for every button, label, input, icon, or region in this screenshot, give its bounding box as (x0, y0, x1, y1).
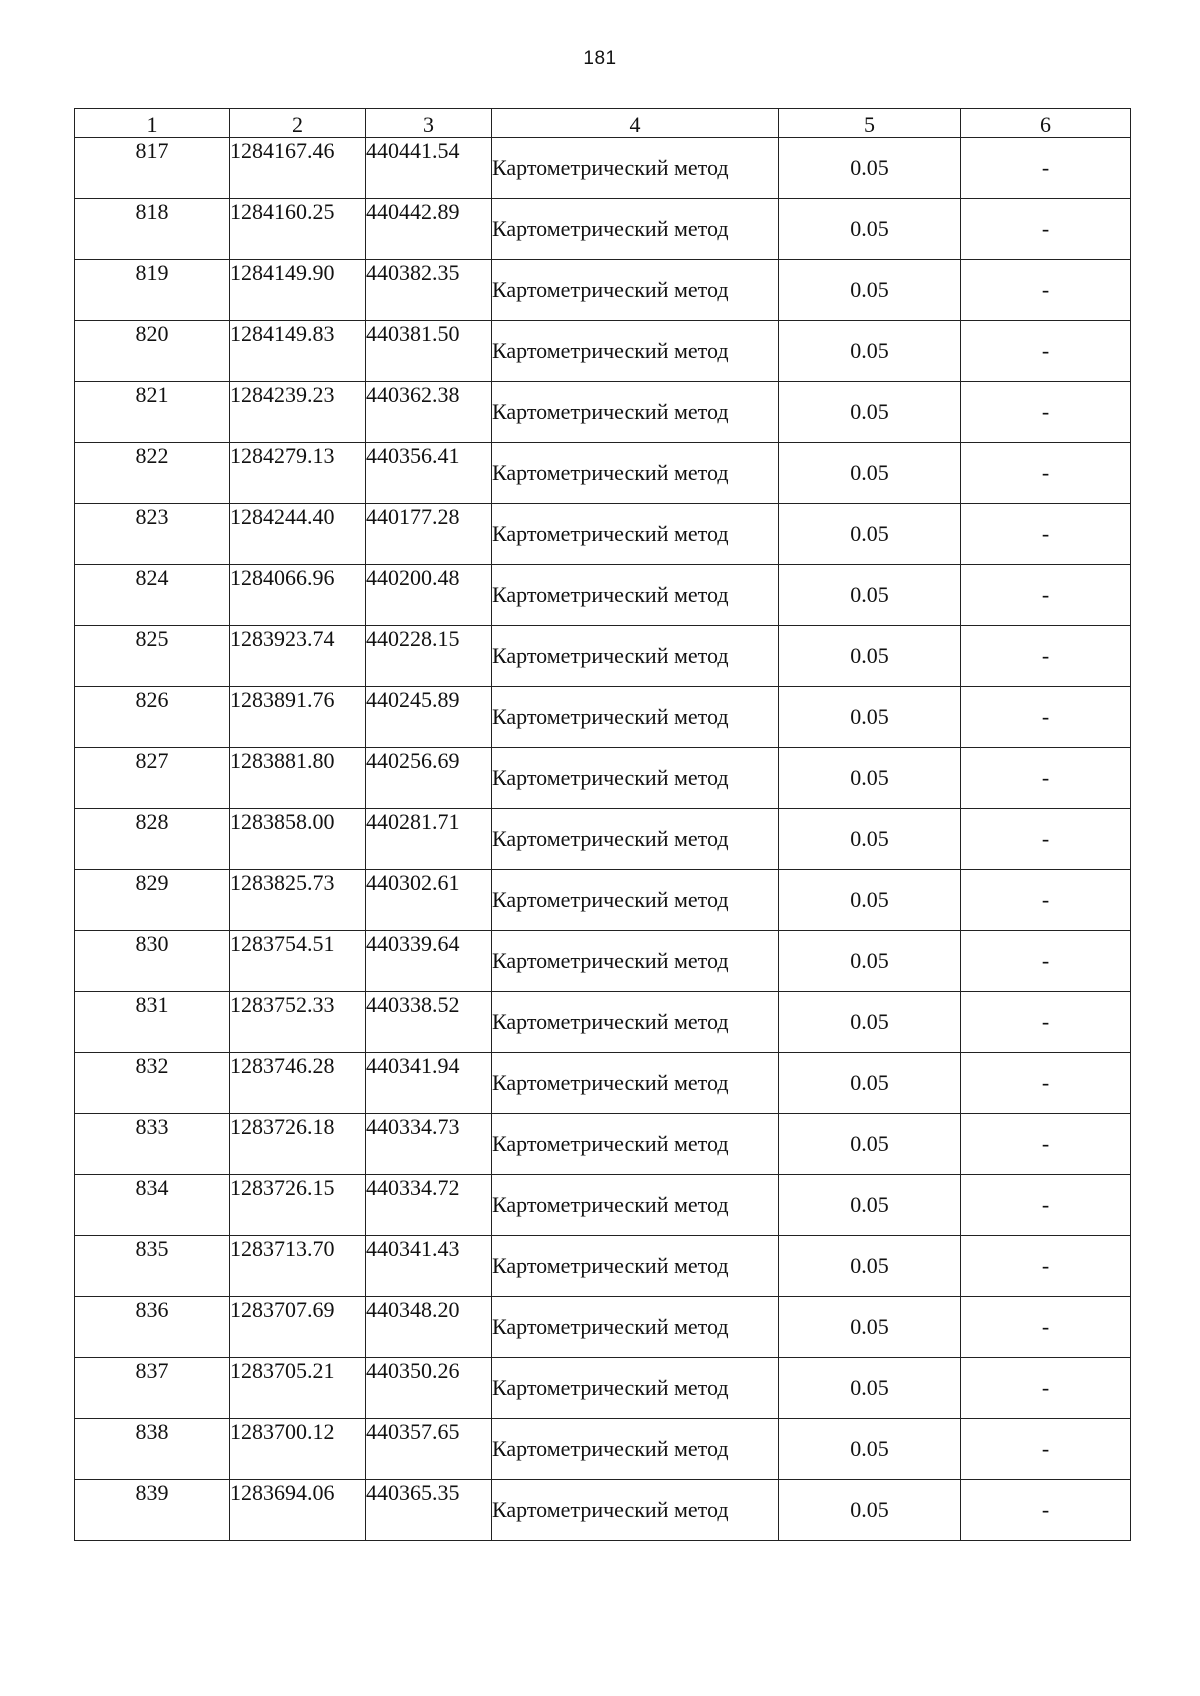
x-coordinate-cell: 1283746.28 (230, 1053, 366, 1114)
point-number-cell: 826 (75, 687, 230, 748)
point-number-cell: 821 (75, 382, 230, 443)
x-coordinate-cell: 1283891.76 (230, 687, 366, 748)
method-cell: Картометрический метод (492, 504, 779, 565)
point-number-cell: 825 (75, 626, 230, 687)
note-cell: - (961, 382, 1131, 443)
y-coordinate-cell: 440381.50 (366, 321, 492, 382)
method-cell: Картометрический метод (492, 1358, 779, 1419)
x-coordinate-cell: 1283825.73 (230, 870, 366, 931)
y-coordinate-cell: 440281.71 (366, 809, 492, 870)
table-row (75, 626, 1131, 687)
table-row (75, 1480, 1131, 1541)
y-coordinate-cell: 440245.89 (366, 687, 492, 748)
table-row (75, 321, 1131, 382)
note-cell: - (961, 748, 1131, 809)
table-row (75, 809, 1131, 870)
header-col-4: 4 (492, 109, 779, 138)
x-coordinate-cell: 1283700.12 (230, 1419, 366, 1480)
accuracy-cell: 0.05 (779, 260, 961, 321)
note-cell: - (961, 687, 1131, 748)
y-coordinate-cell: 440334.72 (366, 1175, 492, 1236)
x-coordinate-cell: 1284279.13 (230, 443, 366, 504)
accuracy-cell: 0.05 (779, 1175, 961, 1236)
accuracy-cell: 0.05 (779, 443, 961, 504)
y-coordinate-cell: 440442.89 (366, 199, 492, 260)
header-col-3: 3 (366, 109, 492, 138)
accuracy-cell: 0.05 (779, 992, 961, 1053)
table-row (75, 870, 1131, 931)
x-coordinate-cell: 1284239.23 (230, 382, 366, 443)
table-body (75, 138, 1131, 1541)
x-coordinate-cell: 1284244.40 (230, 504, 366, 565)
header-col-1: 1 (75, 109, 230, 138)
x-coordinate-cell: 1283713.70 (230, 1236, 366, 1297)
table-row (75, 1053, 1131, 1114)
x-coordinate-cell: 1284066.96 (230, 565, 366, 626)
table-row (75, 443, 1131, 504)
accuracy-cell: 0.05 (779, 199, 961, 260)
note-cell: - (961, 565, 1131, 626)
note-cell: - (961, 1236, 1131, 1297)
point-number-cell: 836 (75, 1297, 230, 1358)
y-coordinate-cell: 440338.52 (366, 992, 492, 1053)
table-row (75, 931, 1131, 992)
y-coordinate-cell: 440348.20 (366, 1297, 492, 1358)
table-row (75, 748, 1131, 809)
point-number-cell: 831 (75, 992, 230, 1053)
table-row (75, 687, 1131, 748)
accuracy-cell: 0.05 (779, 1358, 961, 1419)
point-number-cell: 820 (75, 321, 230, 382)
accuracy-cell: 0.05 (779, 809, 961, 870)
point-number-cell: 829 (75, 870, 230, 931)
y-coordinate-cell: 440341.43 (366, 1236, 492, 1297)
accuracy-cell: 0.05 (779, 321, 961, 382)
note-cell: - (961, 870, 1131, 931)
x-coordinate-cell: 1284167.46 (230, 138, 366, 199)
method-cell: Картометрический метод (492, 260, 779, 321)
accuracy-cell: 0.05 (779, 1053, 961, 1114)
x-coordinate-cell: 1283858.00 (230, 809, 366, 870)
header-col-6: 6 (961, 109, 1131, 138)
y-coordinate-cell: 440362.38 (366, 382, 492, 443)
x-coordinate-cell: 1283923.74 (230, 626, 366, 687)
note-cell: - (961, 1480, 1131, 1541)
point-number-cell: 823 (75, 504, 230, 565)
y-coordinate-cell: 440339.64 (366, 931, 492, 992)
table-row (75, 565, 1131, 626)
point-number-cell: 834 (75, 1175, 230, 1236)
x-coordinate-cell: 1284149.90 (230, 260, 366, 321)
method-cell: Картометрический метод (492, 321, 779, 382)
x-coordinate-cell: 1284149.83 (230, 321, 366, 382)
note-cell: - (961, 1053, 1131, 1114)
y-coordinate-cell: 440334.73 (366, 1114, 492, 1175)
accuracy-cell: 0.05 (779, 565, 961, 626)
method-cell: Картометрический метод (492, 687, 779, 748)
note-cell: - (961, 260, 1131, 321)
table-header (75, 109, 1131, 138)
point-number-cell: 832 (75, 1053, 230, 1114)
note-cell: - (961, 504, 1131, 565)
accuracy-cell: 0.05 (779, 382, 961, 443)
table-row (75, 1175, 1131, 1236)
point-number-cell: 837 (75, 1358, 230, 1419)
method-cell: Картометрический метод (492, 1236, 779, 1297)
y-coordinate-cell: 440200.48 (366, 565, 492, 626)
x-coordinate-cell: 1283752.33 (230, 992, 366, 1053)
header-col-2: 2 (230, 109, 366, 138)
note-cell: - (961, 931, 1131, 992)
coordinates-table (74, 108, 1131, 1541)
point-number-cell: 827 (75, 748, 230, 809)
y-coordinate-cell: 440382.35 (366, 260, 492, 321)
table-row (75, 260, 1131, 321)
table-row (75, 1236, 1131, 1297)
method-cell: Картометрический метод (492, 382, 779, 443)
method-cell: Картометрический метод (492, 565, 779, 626)
note-cell: - (961, 1419, 1131, 1480)
table-row (75, 504, 1131, 565)
y-coordinate-cell: 440365.35 (366, 1480, 492, 1541)
accuracy-cell: 0.05 (779, 870, 961, 931)
y-coordinate-cell: 440256.69 (366, 748, 492, 809)
table-row (75, 1297, 1131, 1358)
method-cell: Картометрический метод (492, 199, 779, 260)
point-number-cell: 833 (75, 1114, 230, 1175)
method-cell: Картометрический метод (492, 443, 779, 504)
point-number-cell: 828 (75, 809, 230, 870)
point-number-cell: 830 (75, 931, 230, 992)
point-number-cell: 819 (75, 260, 230, 321)
note-cell: - (961, 443, 1131, 504)
point-number-cell: 818 (75, 199, 230, 260)
method-cell: Картометрический метод (492, 1114, 779, 1175)
point-number-cell: 839 (75, 1480, 230, 1541)
note-cell: - (961, 809, 1131, 870)
table-row (75, 199, 1131, 260)
point-number-cell: 822 (75, 443, 230, 504)
note-cell: - (961, 138, 1131, 199)
method-cell: Картометрический метод (492, 748, 779, 809)
accuracy-cell: 0.05 (779, 504, 961, 565)
point-number-cell: 824 (75, 565, 230, 626)
method-cell: Картометрический метод (492, 870, 779, 931)
accuracy-cell: 0.05 (779, 1419, 961, 1480)
note-cell: - (961, 199, 1131, 260)
page-number: 181 (583, 48, 617, 69)
x-coordinate-cell: 1283754.51 (230, 931, 366, 992)
table-row (75, 1358, 1131, 1419)
accuracy-cell: 0.05 (779, 1297, 961, 1358)
x-coordinate-cell: 1283726.18 (230, 1114, 366, 1175)
point-number-cell: 835 (75, 1236, 230, 1297)
y-coordinate-cell: 440350.26 (366, 1358, 492, 1419)
note-cell: - (961, 992, 1131, 1053)
x-coordinate-cell: 1283694.06 (230, 1480, 366, 1541)
table-row (75, 1114, 1131, 1175)
note-cell: - (961, 626, 1131, 687)
accuracy-cell: 0.05 (779, 626, 961, 687)
x-coordinate-cell: 1283705.21 (230, 1358, 366, 1419)
method-cell: Картометрический метод (492, 992, 779, 1053)
table-row (75, 992, 1131, 1053)
method-cell: Картометрический метод (492, 1053, 779, 1114)
method-cell: Картометрический метод (492, 138, 779, 199)
note-cell: - (961, 321, 1131, 382)
method-cell: Картометрический метод (492, 1175, 779, 1236)
header-row (75, 109, 1131, 138)
x-coordinate-cell: 1283881.80 (230, 748, 366, 809)
table-row (75, 382, 1131, 443)
x-coordinate-cell: 1283726.15 (230, 1175, 366, 1236)
method-cell: Картометрический метод (492, 809, 779, 870)
accuracy-cell: 0.05 (779, 748, 961, 809)
y-coordinate-cell: 440357.65 (366, 1419, 492, 1480)
y-coordinate-cell: 440302.61 (366, 870, 492, 931)
method-cell: Картометрический метод (492, 626, 779, 687)
header-col-5: 5 (779, 109, 961, 138)
method-cell: Картометрический метод (492, 1297, 779, 1358)
table-row (75, 138, 1131, 199)
accuracy-cell: 0.05 (779, 138, 961, 199)
note-cell: - (961, 1297, 1131, 1358)
y-coordinate-cell: 440228.15 (366, 626, 492, 687)
method-cell: Картометрический метод (492, 1419, 779, 1480)
y-coordinate-cell: 440177.28 (366, 504, 492, 565)
method-cell: Картометрический метод (492, 931, 779, 992)
accuracy-cell: 0.05 (779, 1480, 961, 1541)
point-number-cell: 817 (75, 138, 230, 199)
x-coordinate-cell: 1284160.25 (230, 199, 366, 260)
method-cell: Картометрический метод (492, 1480, 779, 1541)
note-cell: - (961, 1358, 1131, 1419)
accuracy-cell: 0.05 (779, 931, 961, 992)
accuracy-cell: 0.05 (779, 1114, 961, 1175)
y-coordinate-cell: 440356.41 (366, 443, 492, 504)
point-number-cell: 838 (75, 1419, 230, 1480)
y-coordinate-cell: 440441.54 (366, 138, 492, 199)
accuracy-cell: 0.05 (779, 1236, 961, 1297)
table-row (75, 1419, 1131, 1480)
y-coordinate-cell: 440341.94 (366, 1053, 492, 1114)
note-cell: - (961, 1175, 1131, 1236)
accuracy-cell: 0.05 (779, 687, 961, 748)
note-cell: - (961, 1114, 1131, 1175)
x-coordinate-cell: 1283707.69 (230, 1297, 366, 1358)
